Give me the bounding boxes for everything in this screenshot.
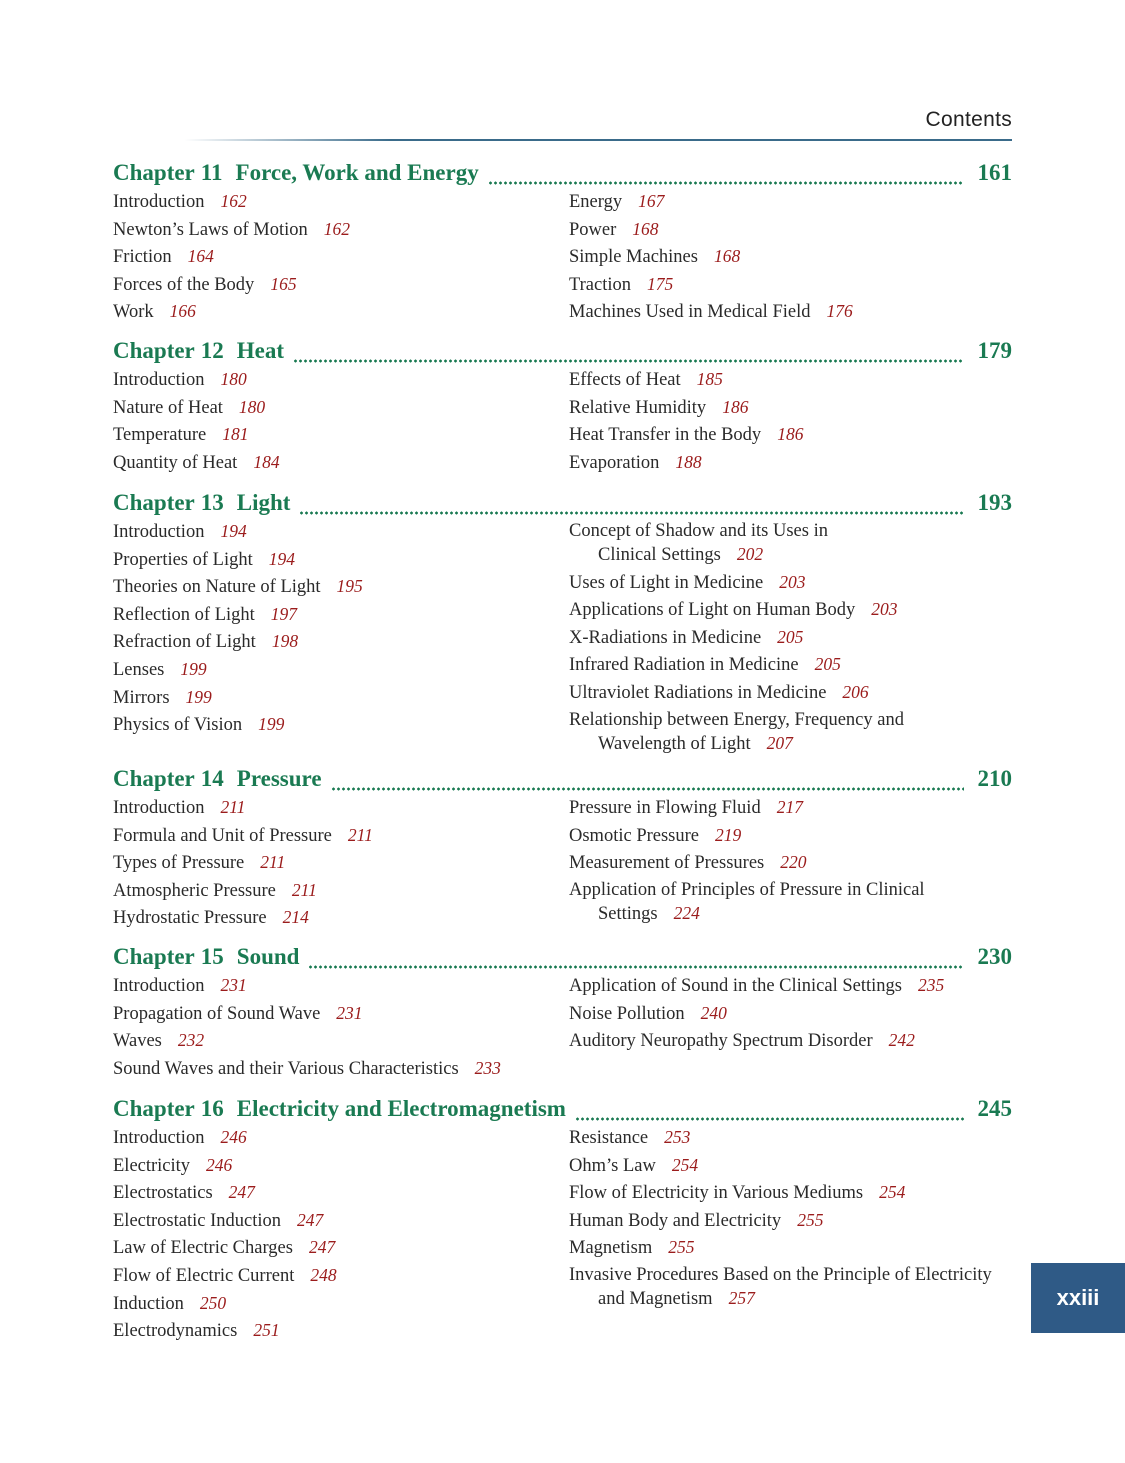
entry-title: Temperature (113, 425, 207, 446)
toc-entry[interactable] (569, 598, 1012, 622)
entry-page-number: 211 (260, 852, 286, 873)
entry-title: Introduction (113, 192, 205, 212)
toc-entry[interactable] (113, 1264, 569, 1288)
entry-title: Application of Principles of Pressure in Clinical (569, 879, 925, 900)
entry-title: Electricity (113, 1155, 191, 1176)
entry-page-number: 254 (671, 1154, 699, 1175)
toc-entry[interactable] (569, 824, 1012, 848)
entry-title: Hydrostatic Pressure (113, 908, 267, 929)
entry-title-continued (569, 732, 1012, 756)
toc-entry[interactable] (113, 1236, 569, 1260)
entry-title: Infrared Radiation in Medicine (569, 655, 799, 676)
entry-title: Electrostatic Induction (113, 1210, 281, 1231)
chapter-label: Chapter (113, 160, 195, 185)
entry-page-number: 242 (888, 1030, 915, 1051)
dot-leader (299, 511, 963, 515)
entry-title: Introduction (113, 976, 205, 996)
entry-page-number: 240 (700, 1002, 727, 1023)
toc-entry[interactable] (113, 245, 569, 269)
entry-title: Refraction of Light (113, 632, 256, 653)
entry-title: X-Radiations in Medicine (569, 627, 762, 648)
entry-page-number: 235 (917, 975, 945, 995)
entry-page-number: 247 (296, 1209, 324, 1230)
chapter-page-number: 161 (977, 160, 1012, 185)
entry-title: Electrostatics (113, 1183, 213, 1204)
toc-entry[interactable] (569, 571, 1012, 595)
entry-title: Evaporation (569, 452, 660, 473)
chapter-heading[interactable] (113, 1096, 1012, 1126)
entry-title: Traction (569, 274, 632, 295)
entry-page-number: 211 (291, 879, 317, 900)
dot-leader (575, 1117, 964, 1121)
entry-title: Introduction (113, 370, 205, 390)
entry-title: Atmospheric Pressure (113, 880, 276, 901)
entry-page-number: 255 (797, 1209, 824, 1230)
toc-entry[interactable] (113, 630, 569, 654)
toc-entry[interactable] (569, 974, 1012, 998)
entry-page-number: 254 (879, 1182, 906, 1203)
toc-entry[interactable] (569, 1181, 1012, 1205)
toc-entry[interactable] (113, 451, 569, 475)
toc-entry[interactable] (569, 879, 1012, 926)
entry-title-continuation: Clinical Settings (598, 545, 721, 565)
toc-entry[interactable] (569, 1002, 1012, 1026)
entry-title: Electrodynamics (113, 1321, 238, 1342)
entry-page-number: 224 (673, 902, 700, 923)
dot-leader (331, 787, 964, 791)
entry-title-continuation: Wavelength of Light (598, 733, 751, 754)
entry-title: Ohm’s Law (569, 1155, 656, 1176)
entry-page-number: 255 (668, 1237, 695, 1258)
entry-title: Types of Pressure (113, 853, 245, 874)
entry-title: Pressure in Flowing Fluid (569, 798, 761, 818)
entry-title: Application of Sound in the Clinical Settings (569, 976, 902, 996)
entry-page-number: 168 (632, 218, 659, 239)
entry-title: Newton’s Laws of Motion (113, 219, 308, 240)
entry-title: Sound Waves and their Various Characteristics (113, 1058, 459, 1079)
chapter-section (113, 944, 1012, 1084)
toc-entry[interactable] (569, 626, 1012, 650)
entry-page-number: 232 (177, 1030, 205, 1051)
entry-page-number: 199 (258, 714, 285, 735)
entry-page-number: 231 (336, 1002, 363, 1023)
chapter-section (113, 766, 1012, 934)
entry-page-number: 199 (180, 658, 207, 679)
toc-entry[interactable] (113, 603, 569, 627)
entry-columns (113, 520, 1012, 759)
entry-title: Flow of Electricity in Various Mediums (569, 1183, 864, 1204)
toc-entry[interactable] (113, 1292, 569, 1316)
toc-entry[interactable] (113, 218, 569, 242)
entry-title: Nature of Heat (113, 397, 223, 418)
entry-title: Properties of Light (113, 549, 253, 570)
entry-column-right (569, 368, 1012, 478)
chapter-heading[interactable] (113, 338, 1012, 368)
entry-column-left (113, 974, 569, 1084)
chapter-number: 11 (200, 160, 223, 185)
entry-page-number: 164 (187, 246, 214, 267)
toc-entry[interactable] (569, 245, 1012, 269)
toc-entry[interactable] (113, 658, 569, 682)
entry-title: Applications of Light on Human Body (569, 600, 856, 621)
entry-page-number: 186 (777, 424, 804, 445)
toc-entry[interactable] (113, 1126, 569, 1150)
entry-page-number: 246 (206, 1154, 233, 1175)
entry-title: Effects of Heat (569, 370, 681, 390)
entry-title-continuation: and Magnetism (598, 1288, 713, 1309)
entry-page-number: 181 (222, 424, 249, 445)
toc-entry[interactable] (113, 300, 569, 324)
chapter-title: Light (236, 490, 291, 515)
toc-entry[interactable] (569, 190, 1012, 214)
toc-entry[interactable] (113, 520, 569, 544)
entry-page-number: 194 (220, 521, 247, 541)
entry-page-number: 194 (268, 548, 296, 569)
entry-title: Friction (113, 247, 172, 268)
entry-page-number: 180 (238, 396, 266, 417)
entry-page-number: 219 (715, 824, 742, 845)
entry-page-number: 247 (308, 1237, 336, 1258)
entry-page-number: 246 (220, 1127, 247, 1147)
entry-title: Induction (113, 1293, 184, 1314)
entry-page-number: 198 (271, 631, 299, 652)
entry-page-number: 185 (696, 369, 723, 389)
chapter-title: Sound (236, 944, 300, 969)
chapter-page-number: 193 (977, 490, 1012, 515)
toc-entry[interactable] (569, 451, 1012, 475)
toc-entry[interactable] (569, 396, 1012, 420)
toc-entry[interactable] (113, 548, 569, 572)
chapter-page-number: 230 (977, 944, 1012, 969)
entry-page-number: 180 (220, 369, 247, 389)
entry-title: Physics of Vision (113, 715, 243, 736)
entry-page-number: 203 (871, 599, 898, 620)
entry-title: Invasive Procedures Based on the Principle of Electricity (569, 1264, 992, 1285)
entry-title: Relative Humidity (569, 397, 707, 418)
entry-page-number: 211 (347, 824, 373, 845)
entry-columns (113, 1126, 1012, 1347)
chapter-heading[interactable] (113, 766, 1012, 796)
chapter-section (113, 160, 1012, 328)
chapter-heading[interactable] (113, 944, 1012, 974)
entry-page-number: 162 (220, 191, 247, 211)
entry-page-number: 197 (270, 603, 298, 624)
entry-columns (113, 796, 1012, 934)
entry-columns (113, 190, 1012, 328)
entry-page-number: 166 (169, 301, 196, 322)
entry-title-continued (569, 902, 1012, 926)
entry-page-number: 165 (270, 273, 297, 294)
entry-title: Uses of Light in Medicine (569, 572, 764, 593)
toc-entry[interactable] (113, 1057, 569, 1081)
entry-title: Human Body and Electricity (569, 1210, 782, 1231)
toc-entry[interactable] (113, 1181, 569, 1205)
entry-title: Reflection of Light (113, 604, 255, 625)
entry-column-right (569, 190, 1012, 328)
entry-title: Auditory Neuropathy Spectrum Disorder (569, 1031, 873, 1052)
entry-page-number: 184 (253, 451, 280, 472)
entry-page-number: 250 (199, 1292, 227, 1313)
entry-page-number: 206 (842, 681, 869, 702)
toc-entry[interactable] (113, 1319, 569, 1343)
entry-column-right (569, 974, 1012, 1084)
chapter-page-number: 210 (977, 766, 1012, 791)
toc-entry[interactable] (113, 1029, 569, 1053)
page-number-tab (1031, 1263, 1125, 1333)
entry-column-left (113, 1126, 569, 1347)
chapter-page-number: 245 (977, 1096, 1012, 1121)
toc-entry[interactable] (113, 879, 569, 903)
toc-entry[interactable] (113, 1209, 569, 1233)
toc-entry[interactable] (569, 681, 1012, 705)
toc-entry[interactable] (113, 423, 569, 447)
entry-page-number: 202 (736, 544, 764, 564)
entry-page-number: 257 (728, 1287, 755, 1308)
chapter-number: 14 (200, 766, 224, 791)
dot-leader (488, 181, 964, 185)
toc-entry[interactable] (113, 396, 569, 420)
entry-page-number: 199 (185, 686, 212, 707)
entry-title-continuation: Settings (598, 903, 658, 924)
toc-entry[interactable] (569, 653, 1012, 677)
entry-title: Noise Pollution (569, 1003, 685, 1024)
entry-page-number: 175 (647, 273, 674, 294)
chapter-number: 13 (200, 490, 224, 515)
entry-title: Energy (569, 192, 623, 212)
entry-page-number: 217 (776, 797, 803, 817)
dot-leader (308, 965, 963, 969)
entry-title: Machines Used in Medical Field (569, 302, 811, 323)
entry-page-number: 247 (228, 1182, 255, 1203)
entry-title: Heat Transfer in the Body (569, 425, 762, 446)
entry-title: Resistance (569, 1128, 649, 1148)
entry-column-right (569, 796, 1012, 934)
toc-entry[interactable] (113, 824, 569, 848)
entry-page-number: 251 (253, 1320, 280, 1341)
entry-page-number: 211 (220, 797, 246, 817)
entry-title-continued (569, 1287, 1012, 1311)
toc-entry[interactable] (569, 1209, 1012, 1233)
toc-entry[interactable] (569, 218, 1012, 242)
entry-page-number: 205 (777, 626, 804, 647)
entry-page-number: 167 (638, 191, 665, 211)
toc-entry[interactable] (569, 1029, 1012, 1053)
chapter-title: Heat (236, 338, 285, 363)
entry-title: Measurement of Pressures (569, 853, 765, 874)
chapter-label: Chapter (113, 490, 195, 515)
chapter-title: Force, Work and Energy (235, 160, 479, 185)
chapter-label: Chapter (113, 1096, 195, 1121)
toc-entry[interactable] (569, 520, 1012, 567)
entry-page-number: 253 (664, 1127, 691, 1147)
toc-entry[interactable] (113, 796, 569, 820)
entry-page-number: 195 (336, 576, 363, 597)
entry-page-number: 168 (713, 246, 741, 267)
chapter-section (113, 1096, 1012, 1347)
chapter-title: Pressure (236, 766, 322, 791)
entry-title: Waves (113, 1031, 162, 1052)
chapter-page-number: 179 (977, 338, 1012, 363)
toc-entry[interactable] (569, 423, 1012, 447)
toc-entry[interactable] (569, 273, 1012, 297)
toc-entry[interactable] (113, 575, 569, 599)
entry-title: Magnetism (569, 1238, 653, 1259)
entry-page-number: 207 (766, 732, 793, 753)
toc-entry[interactable] (113, 273, 569, 297)
entry-column-left (113, 368, 569, 478)
chapter-number: 16 (200, 1096, 224, 1121)
chapter-number: 12 (200, 338, 224, 363)
toc-entry[interactable] (569, 709, 1012, 756)
toc-entry[interactable] (113, 851, 569, 875)
entry-title: Introduction (113, 1128, 205, 1148)
entry-title: Relationship between Energy, Frequency and (569, 709, 904, 730)
toc-entry[interactable] (569, 1236, 1012, 1260)
entry-page-number: 233 (474, 1057, 501, 1078)
toc-entry[interactable] (569, 1126, 1012, 1150)
dot-leader (293, 359, 963, 363)
page-header-title: Contents (925, 108, 1012, 131)
entry-column-left (113, 796, 569, 934)
entry-title: Work (113, 302, 154, 323)
chapter-section (113, 490, 1012, 759)
page-number: xxiii (1056, 1285, 1100, 1310)
entry-page-number: 214 (282, 907, 309, 928)
entry-title: Forces of the Body (113, 274, 255, 295)
chapter-heading[interactable] (113, 490, 1012, 520)
chapter-label: Chapter (113, 944, 195, 969)
entry-title-continued (569, 543, 1012, 567)
entry-column-left (113, 190, 569, 328)
entry-page-number: 220 (780, 852, 807, 873)
entry-column-left (113, 520, 569, 759)
entry-title: Mirrors (113, 687, 170, 708)
entry-page-number: 176 (826, 301, 853, 322)
entry-title: Lenses (113, 659, 165, 680)
entry-title: Theories on Nature of Light (113, 577, 321, 598)
chapter-label: Chapter (113, 766, 195, 791)
chapter-section (113, 338, 1012, 478)
entry-title: Simple Machines (569, 247, 698, 268)
entry-title: Law of Electric Charges (113, 1238, 293, 1259)
entry-page-number: 188 (675, 451, 702, 472)
toc-entry[interactable] (113, 1154, 569, 1178)
entry-page-number: 203 (779, 571, 806, 592)
header-rule (184, 139, 1012, 141)
chapter-title: Electricity and Electromagnetism (236, 1096, 566, 1121)
entry-page-number: 162 (323, 218, 350, 239)
toc-entry[interactable] (569, 851, 1012, 875)
entry-title: Flow of Electric Current (113, 1265, 295, 1286)
entry-title: Osmotic Pressure (569, 825, 699, 846)
toc-entry[interactable] (113, 713, 569, 737)
toc-entry[interactable] (569, 1154, 1012, 1178)
entry-title: Introduction (113, 522, 205, 542)
entry-title: Quantity of Heat (113, 452, 238, 473)
entry-page-number: 205 (814, 654, 841, 675)
chapter-heading[interactable] (113, 160, 1012, 190)
entry-title: Propagation of Sound Wave (113, 1003, 321, 1024)
toc-entry[interactable] (113, 190, 569, 214)
toc-entry[interactable] (569, 368, 1012, 392)
toc-entry[interactable] (569, 1264, 1012, 1311)
entry-columns (113, 368, 1012, 478)
entry-page-number: 248 (310, 1264, 337, 1285)
chapter-label: Chapter (113, 338, 195, 363)
entry-page-number: 231 (220, 975, 247, 995)
entry-page-number: 186 (722, 396, 749, 417)
entry-title: Power (569, 219, 617, 240)
toc-entry[interactable] (569, 300, 1012, 324)
entry-title: Introduction (113, 798, 205, 818)
entry-column-right (569, 1126, 1012, 1347)
entry-title: Formula and Unit of Pressure (113, 825, 332, 846)
toc-entry[interactable] (113, 1002, 569, 1026)
entry-title: Ultraviolet Radiations in Medicine (569, 682, 827, 703)
chapter-number: 15 (200, 944, 224, 969)
toc-entry[interactable] (569, 796, 1012, 820)
entry-column-right (569, 520, 1012, 759)
toc-entry[interactable] (113, 686, 569, 710)
toc-entry[interactable] (113, 974, 569, 998)
entry-columns (113, 974, 1012, 1084)
toc-entry[interactable] (113, 368, 569, 392)
toc-entry[interactable] (113, 906, 569, 930)
entry-title: Concept of Shadow and its Uses in (569, 521, 828, 541)
